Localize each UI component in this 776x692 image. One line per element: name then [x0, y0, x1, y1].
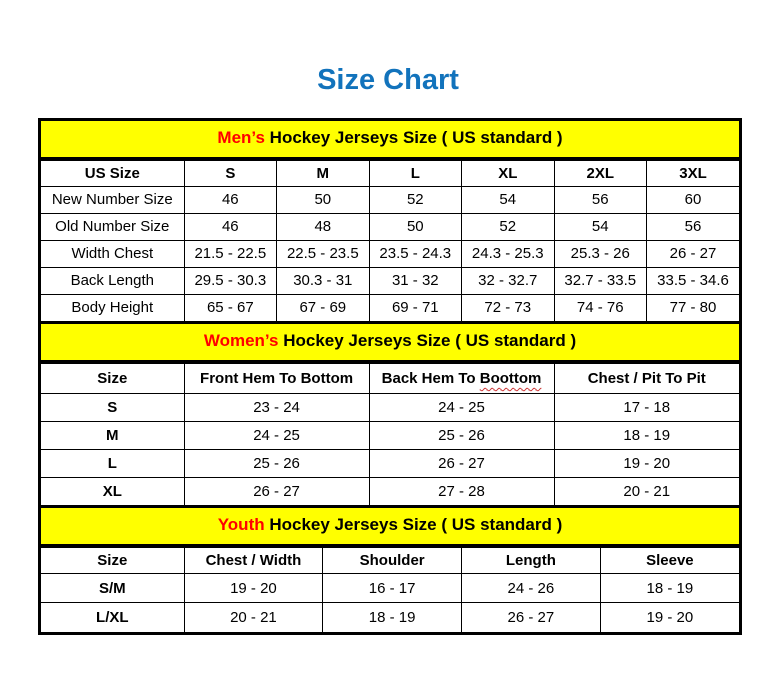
table-header-cell: S	[184, 160, 276, 186]
table-row	[41, 574, 739, 603]
table-header-cell: Shoulder	[323, 548, 462, 574]
table-row-label: L/XL	[41, 603, 184, 632]
womens-size-table	[41, 363, 739, 506]
table-header-cell: Front Hem To Bottom	[184, 363, 369, 393]
table-header-cell: Size	[41, 548, 184, 574]
table-row	[41, 477, 739, 505]
table-header-cell: XL	[462, 160, 554, 186]
section-band-mens	[41, 121, 739, 160]
table-cell: 74 - 76	[554, 294, 646, 321]
table-cell: 52	[462, 213, 554, 240]
misspelled-word: Boottom	[479, 369, 542, 387]
table-cell: 46	[184, 213, 276, 240]
band-highlight-youth: Youth	[217, 515, 265, 535]
table-cell: 52	[369, 186, 461, 213]
table-cell: 24.3 - 25.3	[462, 240, 554, 267]
table-cell: 21.5 - 22.5	[184, 240, 276, 267]
table-header-cell: Sleeve	[600, 548, 739, 574]
table-row	[41, 421, 739, 449]
table-cell: 54	[462, 186, 554, 213]
table-header-cell: US Size	[41, 160, 184, 186]
table-cell: 25 - 26	[184, 449, 369, 477]
page-title: Size Chart	[317, 64, 459, 96]
band-text-youth: Hockey Jerseys Size ( US standard )	[264, 515, 563, 535]
table-cell: 19 - 20	[184, 574, 323, 603]
table-cell: 50	[369, 213, 461, 240]
table-row-label: S/M	[41, 574, 184, 603]
table-cell: 25.3 - 26	[554, 240, 646, 267]
mens-size-table	[41, 160, 739, 322]
table-cell: 19 - 20	[554, 449, 739, 477]
band-text-mens: Hockey Jerseys Size ( US standard )	[264, 128, 563, 147]
table-cell: 56	[647, 213, 740, 240]
table-cell: 54	[554, 213, 646, 240]
table-row	[41, 449, 739, 477]
table-row	[41, 186, 739, 213]
table-cell: 30.3 - 31	[277, 267, 369, 294]
table-cell: 18 - 19	[600, 574, 739, 603]
table-row-label: M	[41, 421, 184, 449]
table-cell: 27 - 28	[369, 477, 554, 505]
table-cell: 29.5 - 30.3	[184, 267, 276, 294]
table-cell: 60	[647, 186, 740, 213]
table-cell: 26 - 27	[462, 603, 601, 632]
band-highlight-mens: Men’s	[217, 128, 265, 147]
table-cell: 77 - 80	[647, 294, 740, 321]
table-cell: 24 - 25	[184, 421, 369, 449]
table-row-label: Width Chest	[41, 240, 184, 267]
band-text-womens: Hockey Jerseys Size ( US standard )	[278, 331, 577, 351]
table-cell: 20 - 21	[554, 477, 739, 505]
table-row	[41, 267, 739, 294]
table-cell: 67 - 69	[277, 294, 369, 321]
table-cell: 23.5 - 24.3	[369, 240, 461, 267]
table-header-row	[41, 363, 739, 393]
table-cell: 18 - 19	[323, 603, 462, 632]
table-cell: 26 - 27	[184, 477, 369, 505]
table-row	[41, 294, 739, 321]
table-header-cell: Size	[41, 363, 184, 393]
table-cell: 72 - 73	[462, 294, 554, 321]
table-header-cell: Chest / Pit To Pit	[554, 363, 739, 393]
size-chart	[38, 118, 742, 635]
table-header-cell: Chest / Width	[184, 548, 323, 574]
table-cell: 23 - 24	[184, 393, 369, 421]
table-cell: 24 - 26	[462, 574, 601, 603]
table-row	[41, 603, 739, 632]
table-row-label: XL	[41, 477, 184, 505]
table-header-row	[41, 548, 739, 574]
section-band-youth	[41, 505, 739, 547]
table-cell: 65 - 67	[184, 294, 276, 321]
table-row-label: S	[41, 393, 184, 421]
table-cell: 26 - 27	[647, 240, 740, 267]
table-cell: 18 - 19	[554, 421, 739, 449]
table-cell: 56	[554, 186, 646, 213]
table-cell: 26 - 27	[369, 449, 554, 477]
table-cell: 24 - 25	[369, 393, 554, 421]
table-header-cell: Length	[462, 548, 601, 574]
table-cell: 46	[184, 186, 276, 213]
table-header-cell: 2XL	[554, 160, 646, 186]
youth-size-table	[41, 547, 739, 632]
table-cell: 25 - 26	[369, 421, 554, 449]
table-row	[41, 240, 739, 267]
table-cell: 20 - 21	[184, 603, 323, 632]
table-row-label: L	[41, 449, 184, 477]
table-cell: 31 - 32	[369, 267, 461, 294]
table-cell: 19 - 20	[600, 603, 739, 632]
table-row	[41, 213, 739, 240]
table-row-label: Old Number Size	[41, 213, 184, 240]
table-header-cell: 3XL	[647, 160, 740, 186]
table-cell: 32 - 32.7	[462, 267, 554, 294]
table-cell: 69 - 71	[369, 294, 461, 321]
table-cell: 16 - 17	[323, 574, 462, 603]
table-cell: 50	[277, 186, 369, 213]
table-cell: 22.5 - 23.5	[277, 240, 369, 267]
table-header-row	[41, 160, 739, 186]
table-row-label: Back Length	[41, 267, 184, 294]
table-cell: 17 - 18	[554, 393, 739, 421]
band-highlight-womens: Women’s	[203, 331, 279, 351]
table-cell: 33.5 - 34.6	[647, 267, 740, 294]
table-header-cell	[369, 363, 554, 393]
table-header-cell: L	[369, 160, 461, 186]
table-row	[41, 393, 739, 421]
table-header-cell: M	[277, 160, 369, 186]
table-row-label: Body Height	[41, 294, 184, 321]
table-row-label: New Number Size	[41, 186, 184, 213]
table-cell: 48	[277, 213, 369, 240]
table-cell: 32.7 - 33.5	[554, 267, 646, 294]
section-band-womens	[41, 321, 739, 363]
header-text: Back Hem To	[381, 369, 480, 387]
